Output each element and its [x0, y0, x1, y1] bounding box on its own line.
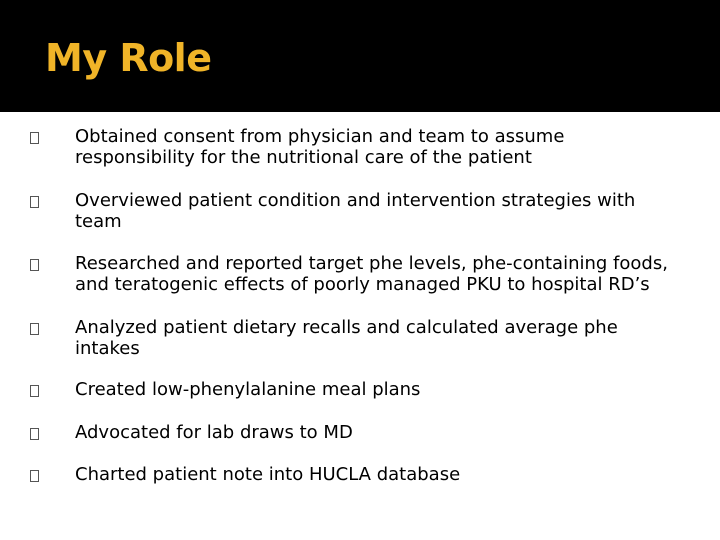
hollow-square-bullet-icon: [30, 385, 39, 397]
bullet-item: [30, 464, 680, 485]
hollow-square-bullet-icon: [30, 259, 39, 271]
bullet-item: [30, 126, 680, 168]
bullet-text: Obtained consent from physician and team to assume responsibility for the nutritional care of the patient: [75, 126, 565, 168]
hollow-square-bullet-icon: [30, 470, 39, 482]
bullet-item: [30, 190, 680, 232]
bullet-item: [30, 379, 680, 400]
bullet-item: [30, 422, 680, 443]
bullet-item: [30, 317, 680, 359]
bullet-item: [30, 253, 680, 295]
bullet-text: Overviewed patient condition and intervention strategies with team: [75, 190, 636, 232]
hollow-square-bullet-icon: [30, 323, 39, 335]
bullet-text: Analyzed patient dietary recalls and calculated average phe intakes: [75, 317, 618, 359]
bullet-text: Created low-phenylalanine meal plans: [75, 379, 421, 400]
hollow-square-bullet-icon: [30, 428, 39, 440]
bullet-text: Charted patient note into HUCLA database: [75, 464, 461, 485]
bullet-text: Advocated for lab draws to MD: [75, 422, 353, 443]
bullet-text: Researched and reported target phe levels, phe-containing foods, and teratogenic effects of poorly managed PKU to hospital RD’s: [75, 253, 668, 295]
hollow-square-bullet-icon: [30, 132, 39, 144]
slide-title: My Role: [45, 36, 212, 80]
hollow-square-bullet-icon: [30, 196, 39, 208]
